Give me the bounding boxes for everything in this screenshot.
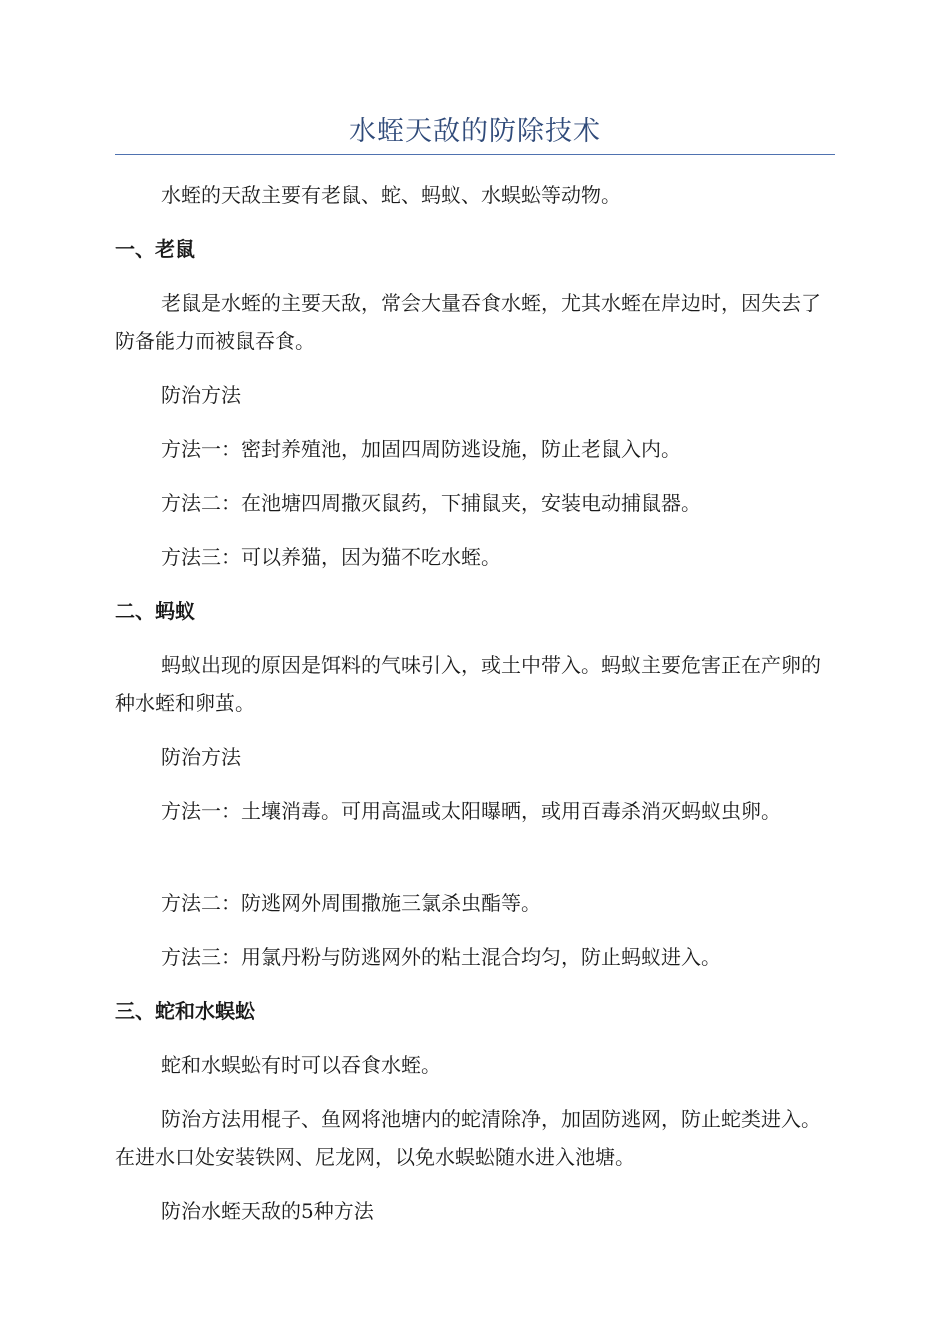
document-title: 水蛭天敌的防除技术	[349, 116, 601, 147]
method-item: 方法三：可以养猫，因为猫不吃水蛭。	[161, 545, 501, 569]
control-label-rats: 防治方法	[161, 383, 241, 407]
intro-paragraph: 水蛭的天敌主要有老鼠、蛇、蚂蚁、水蜈蚣等动物。	[161, 183, 621, 207]
control-text-snakes: 防治方法用棍子、鱼网将池塘内的蛇清除净，加固防逃网，防止蛇类进入。在进水口处安装铁网、尼龙网，以免水蜈蚣随水进入池塘。	[115, 1107, 821, 1169]
method-item: 方法一：土壤消毒。可用高温或太阳曝晒，或用百毒杀消灭蚂蚁虫卵。	[161, 799, 781, 823]
control-label-ants: 防治方法	[161, 745, 241, 769]
section-description-snakes: 蛇和水蜈蚣有时可以吞食水蛭。	[161, 1053, 441, 1077]
section-heading-ants: 二、蚂蚁	[115, 599, 195, 623]
closing-line: 防治水蛭天敌的5种方法	[161, 1199, 374, 1223]
section-description-rats: 老鼠是水蛭的主要天敌，常会大量吞食水蛭，尤其水蛭在岸边时，因失去了防备能力而被鼠吞食。	[115, 291, 821, 353]
section-heading-rats: 一、老鼠	[115, 237, 195, 261]
method-item: 方法二：在池塘四周撒灭鼠药，下捕鼠夹，安装电动捕鼠器。	[161, 491, 701, 515]
title-underline	[115, 154, 835, 155]
method-item: 方法一：密封养殖池，加固四周防逃设施，防止老鼠入内。	[161, 437, 681, 461]
section-description-ants: 蚂蚁出现的原因是饵料的气味引入，或土中带入。蚂蚁主要危害正在产卵的种水蛭和卵茧。	[115, 653, 821, 715]
section-heading-snakes: 三、蛇和水蜈蚣	[115, 999, 255, 1023]
method-item: 方法二：防逃网外周围撒施三氯杀虫酯等。	[161, 891, 541, 915]
method-item: 方法三：用氯丹粉与防逃网外的粘土混合均匀，防止蚂蚁进入。	[161, 945, 721, 969]
